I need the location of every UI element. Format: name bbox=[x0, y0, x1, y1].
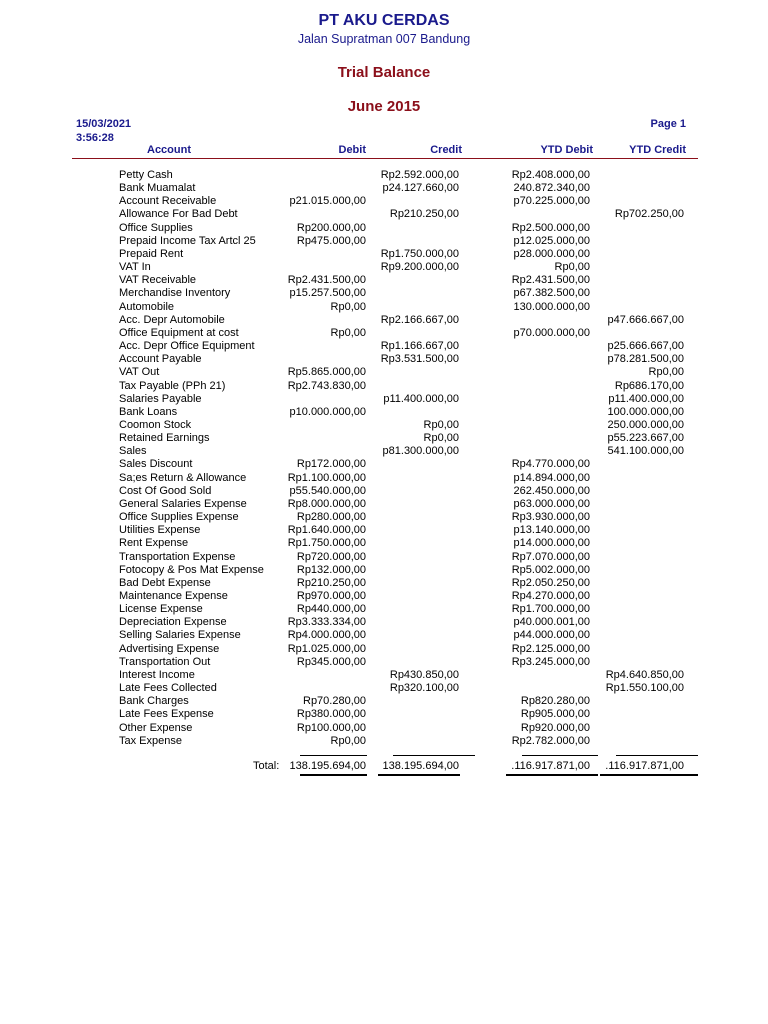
account-cell: Maintenance Expense bbox=[119, 590, 228, 602]
ytd-debit-cell: Rp2.050.250,00 bbox=[511, 576, 590, 589]
credit-cell: Rp2.592.000,00 bbox=[380, 169, 459, 181]
debit-cell: Rp210.250,00 bbox=[296, 576, 366, 589]
table-row bbox=[0, 366, 768, 379]
table-row bbox=[0, 498, 768, 511]
account-cell: VAT Out bbox=[119, 366, 160, 379]
table-row bbox=[0, 287, 768, 300]
debit-cell: Rp380.000,00 bbox=[296, 708, 366, 721]
report-title: Trial Balance bbox=[337, 64, 431, 81]
ytd-debit-cell: p40.000.001,00 bbox=[513, 616, 590, 629]
print-time: 3:56:28 bbox=[76, 132, 114, 144]
ytd-debit-cell: p70.225.000,00 bbox=[513, 195, 590, 208]
ytd-debit-cell: Rp2.408.000,00 bbox=[511, 169, 590, 181]
total-ytd-debit: .116.917.871,00 bbox=[511, 760, 590, 772]
table-row bbox=[0, 353, 768, 366]
credit-cell: Rp210.250,00 bbox=[389, 208, 459, 221]
account-cell: Selling Salaries Expense bbox=[119, 629, 241, 642]
total-rule-debit bbox=[300, 755, 367, 756]
table-row bbox=[0, 274, 768, 287]
table-row bbox=[0, 261, 768, 274]
account-cell: Prepaid Rent bbox=[119, 247, 184, 260]
debit-cell: Rp475.000,00 bbox=[296, 234, 366, 247]
ytd-debit-cell: Rp3.930.000,00 bbox=[511, 511, 590, 524]
ytd-debit-cell: Rp7.070.000,00 bbox=[511, 550, 590, 563]
table-row bbox=[0, 590, 768, 603]
ytd-debit-cell: 262.450.000,00 bbox=[513, 484, 590, 497]
credit-cell: Rp3.531.500,00 bbox=[380, 353, 459, 366]
account-cell: Office Supplies bbox=[119, 221, 193, 234]
ytd-debit-cell: p67.382.500,00 bbox=[513, 287, 590, 300]
debit-cell: Rp970.000,00 bbox=[296, 590, 366, 602]
account-cell: Other Expense bbox=[119, 721, 193, 734]
debit-cell: Rp4.000.000,00 bbox=[287, 629, 366, 642]
table-row bbox=[0, 524, 768, 537]
table-row bbox=[0, 722, 768, 735]
table-row bbox=[0, 682, 768, 695]
credit-cell: Rp0,00 bbox=[423, 418, 459, 431]
table-row bbox=[0, 472, 768, 485]
account-cell: Late Fees Expense bbox=[119, 708, 214, 721]
account-cell: Retained Earnings bbox=[119, 432, 210, 445]
ytd-debit-cell: p13.140.000,00 bbox=[513, 524, 590, 537]
account-cell: Rent Expense bbox=[119, 537, 189, 550]
total-rule-credit bbox=[393, 755, 475, 756]
ytd-debit-cell: 130.000.000,00 bbox=[513, 300, 590, 313]
ytd-credit-cell: p11.400.000,00 bbox=[608, 392, 684, 405]
debit-cell: Rp2.431.500,00 bbox=[287, 274, 366, 287]
table-row bbox=[0, 419, 768, 432]
debit-cell: Rp3.333.334,00 bbox=[287, 616, 366, 629]
account-cell: Acc. Depr Office Equipment bbox=[119, 340, 255, 353]
credit-cell: Rp2.166.667,00 bbox=[380, 313, 459, 326]
credit-cell: p24.127.660,00 bbox=[382, 182, 459, 195]
account-cell: Coomon Stock bbox=[119, 418, 192, 431]
total-ytd-credit: .116.917.871,00 bbox=[605, 760, 684, 772]
double-rule-ytd-credit bbox=[600, 774, 698, 776]
account-cell: VAT In bbox=[119, 261, 151, 274]
credit-cell: p11.400.000,00 bbox=[383, 392, 459, 405]
account-cell: Office Equipment at cost bbox=[119, 326, 239, 339]
total-rule-ytd-debit bbox=[522, 755, 598, 756]
account-cell: Late Fees Collected bbox=[119, 682, 217, 695]
ytd-debit-cell: Rp2.782.000,00 bbox=[511, 734, 590, 747]
debit-cell: p15.257.500,00 bbox=[289, 287, 366, 300]
debit-cell: Rp1.640.000,00 bbox=[287, 524, 366, 537]
company-name: PT AKU CERDAS bbox=[318, 12, 450, 29]
account-cell: General Salaries Expense bbox=[119, 497, 247, 510]
table-row bbox=[0, 208, 768, 221]
account-cell: Automobile bbox=[119, 300, 175, 313]
account-cell: Account Receivable bbox=[119, 195, 217, 208]
debit-cell: Rp720.000,00 bbox=[296, 550, 366, 563]
debit-cell: Rp172.000,00 bbox=[296, 458, 366, 471]
ytd-debit-cell: Rp4.770.000,00 bbox=[511, 458, 590, 471]
table-row bbox=[0, 537, 768, 550]
table-row bbox=[0, 564, 768, 577]
ytd-debit-cell: Rp4.270.000,00 bbox=[511, 590, 590, 602]
ytd-credit-cell: Rp1.550.100,00 bbox=[605, 682, 684, 695]
credit-cell: Rp9.200.000,00 bbox=[380, 261, 459, 274]
account-cell: Acc. Depr Automobile bbox=[119, 313, 225, 326]
account-cell: Fotocopy & Pos Mat Expense bbox=[119, 563, 264, 576]
table-row bbox=[0, 393, 768, 406]
account-cell: Sa;es Return & Allowance bbox=[119, 471, 247, 484]
company-address: Jalan Supratman 007 Bandung bbox=[297, 32, 471, 46]
column-header-ytd-debit: YTD Debit bbox=[540, 144, 593, 156]
ytd-credit-cell: p47.666.667,00 bbox=[607, 313, 684, 326]
ytd-debit-cell: Rp820.280,00 bbox=[520, 695, 590, 708]
column-header-account: Account bbox=[147, 144, 191, 156]
credit-cell: Rp1.166.667,00 bbox=[380, 340, 459, 353]
ytd-credit-cell: Rp702.250,00 bbox=[614, 208, 684, 221]
table-row bbox=[0, 432, 768, 445]
debit-cell: Rp1.025.000,00 bbox=[287, 642, 366, 655]
double-rule-debit bbox=[300, 774, 367, 776]
table-row bbox=[0, 380, 768, 393]
print-date: 15/03/2021 bbox=[76, 118, 132, 130]
table-row bbox=[0, 169, 768, 182]
ytd-debit-cell: Rp2.431.500,00 bbox=[511, 274, 590, 287]
debit-cell: p55.540.000,00 bbox=[289, 484, 366, 497]
ytd-credit-cell: Rp4.640.850,00 bbox=[605, 668, 684, 681]
debit-cell: Rp280.000,00 bbox=[296, 511, 366, 524]
debit-cell: Rp0,00 bbox=[330, 326, 366, 339]
table-row bbox=[0, 643, 768, 656]
total-credit: 138.195.694,00 bbox=[382, 760, 459, 772]
table-row bbox=[0, 406, 768, 419]
ytd-debit-cell: Rp2.500.000,00 bbox=[511, 221, 590, 234]
table-row bbox=[0, 695, 768, 708]
page-number: Page 1 bbox=[650, 118, 686, 130]
ytd-debit-cell: Rp5.002.000,00 bbox=[511, 563, 590, 576]
debit-cell: Rp2.743.830,00 bbox=[287, 379, 366, 392]
credit-cell: Rp430.850,00 bbox=[389, 668, 459, 681]
table-row bbox=[0, 458, 768, 471]
credit-cell: Rp0,00 bbox=[423, 432, 459, 445]
table-row bbox=[0, 656, 768, 669]
debit-cell: Rp200.000,00 bbox=[296, 221, 366, 234]
ytd-credit-cell: Rp686.170,00 bbox=[614, 379, 684, 392]
ytd-credit-cell: 541.100.000,00 bbox=[607, 445, 684, 458]
credit-cell: p81.300.000,00 bbox=[382, 445, 459, 458]
table-row bbox=[0, 629, 768, 642]
ytd-debit-cell: p28.000.000,00 bbox=[513, 247, 590, 260]
credit-cell: Rp320.100,00 bbox=[389, 682, 459, 695]
ytd-credit-cell: 100.000.000,00 bbox=[607, 405, 684, 418]
account-cell: Office Supplies Expense bbox=[119, 511, 239, 524]
ytd-credit-cell: Rp0,00 bbox=[648, 366, 684, 379]
total-debit: 138.195.694,00 bbox=[289, 760, 366, 772]
table-row bbox=[0, 327, 768, 340]
ytd-debit-cell: Rp3.245.000,00 bbox=[511, 655, 590, 668]
ytd-debit-cell: p70.000.000,00 bbox=[513, 326, 590, 339]
debit-cell: Rp440.000,00 bbox=[296, 603, 366, 616]
account-cell: Tax Expense bbox=[119, 734, 182, 747]
ytd-credit-cell: 250.000.000,00 bbox=[607, 418, 684, 431]
table-row bbox=[0, 222, 768, 235]
table-row bbox=[0, 301, 768, 314]
account-cell: VAT Receivable bbox=[119, 274, 197, 287]
column-header-ytd-credit: YTD Credit bbox=[629, 144, 686, 156]
table-row bbox=[0, 340, 768, 353]
double-rule-credit bbox=[378, 774, 460, 776]
debit-cell: Rp345.000,00 bbox=[296, 655, 366, 668]
table-row bbox=[0, 485, 768, 498]
account-cell: Depreciation Expense bbox=[119, 616, 227, 629]
table-row bbox=[0, 577, 768, 590]
table-row bbox=[0, 708, 768, 721]
account-cell: Allowance For Bad Debt bbox=[119, 208, 238, 221]
header-divider bbox=[72, 158, 698, 159]
debit-cell: Rp132.000,00 bbox=[296, 563, 366, 576]
account-cell: Bad Debt Expense bbox=[119, 576, 211, 589]
account-cell: Cost Of Good Sold bbox=[119, 484, 212, 497]
table-row bbox=[0, 314, 768, 327]
ytd-debit-cell: p14.000.000,00 bbox=[513, 537, 590, 550]
table-row bbox=[0, 195, 768, 208]
account-cell: Account Payable bbox=[119, 353, 202, 366]
account-cell: Sales Discount bbox=[119, 458, 193, 471]
account-cell: Prepaid Income Tax Artcl 25 bbox=[119, 234, 256, 247]
ytd-debit-cell: Rp2.125.000,00 bbox=[511, 642, 590, 655]
account-cell: Merchandise Inventory bbox=[119, 287, 231, 300]
account-cell: Advertising Expense bbox=[119, 642, 220, 655]
table-row bbox=[0, 735, 768, 748]
account-cell: Interest Income bbox=[119, 668, 195, 681]
debit-cell: Rp0,00 bbox=[330, 734, 366, 747]
debit-cell: p21.015.000,00 bbox=[289, 195, 366, 208]
table-row bbox=[0, 616, 768, 629]
report-period: June 2015 bbox=[347, 98, 421, 115]
table-row bbox=[0, 248, 768, 261]
table-row bbox=[0, 511, 768, 524]
account-cell: Tax Payable (PPh 21) bbox=[119, 379, 226, 392]
account-cell: Petty Cash bbox=[119, 169, 173, 181]
table-row bbox=[0, 603, 768, 616]
ytd-credit-cell: p25.666.667,00 bbox=[607, 340, 684, 353]
account-cell: Transportation Expense bbox=[119, 550, 236, 563]
debit-cell: Rp1.100.000,00 bbox=[287, 471, 366, 484]
debit-cell: Rp1.750.000,00 bbox=[287, 537, 366, 550]
account-cell: Bank Loans bbox=[119, 405, 178, 418]
total-rule-ytd-credit bbox=[616, 755, 698, 756]
column-header-debit: Debit bbox=[338, 144, 366, 156]
ytd-debit-cell: Rp920.000,00 bbox=[520, 721, 590, 734]
ytd-debit-cell: p44.000.000,00 bbox=[513, 629, 590, 642]
credit-cell: Rp1.750.000,00 bbox=[380, 247, 459, 260]
trial-balance-rows bbox=[0, 169, 768, 748]
account-cell: Salaries Payable bbox=[119, 392, 202, 405]
table-row bbox=[0, 445, 768, 458]
ytd-debit-cell: p63.000.000,00 bbox=[513, 497, 590, 510]
debit-cell: Rp5.865.000,00 bbox=[287, 366, 366, 379]
table-row bbox=[0, 235, 768, 248]
account-cell: Bank Charges bbox=[119, 695, 189, 708]
debit-cell: Rp8.000.000,00 bbox=[287, 497, 366, 510]
account-cell: Transportation Out bbox=[119, 655, 211, 668]
account-cell: Sales bbox=[119, 445, 147, 458]
double-rule-ytd-debit bbox=[506, 774, 598, 776]
ytd-debit-cell: 240.872.340,00 bbox=[513, 182, 590, 195]
table-row bbox=[0, 669, 768, 682]
ytd-debit-cell: p12.025.000,00 bbox=[513, 234, 590, 247]
ytd-debit-cell: Rp905.000,00 bbox=[520, 708, 590, 721]
ytd-debit-cell: p14.894.000,00 bbox=[513, 471, 590, 484]
ytd-debit-cell: Rp0,00 bbox=[554, 261, 590, 274]
account-cell: License Expense bbox=[119, 603, 203, 616]
debit-cell: p10.000.000,00 bbox=[289, 405, 366, 418]
account-cell: Bank Muamalat bbox=[119, 182, 196, 195]
debit-cell: Rp100.000,00 bbox=[296, 721, 366, 734]
table-row bbox=[0, 182, 768, 195]
ytd-credit-cell: p78.281.500,00 bbox=[607, 353, 684, 366]
debit-cell: Rp70.280,00 bbox=[303, 695, 366, 708]
ytd-debit-cell: Rp1.700.000,00 bbox=[511, 603, 590, 616]
account-cell: Utilities Expense bbox=[119, 524, 201, 537]
table-row bbox=[0, 551, 768, 564]
ytd-credit-cell: p55.223.667,00 bbox=[607, 432, 684, 445]
total-label: Total: bbox=[253, 760, 280, 772]
debit-cell: Rp0,00 bbox=[330, 300, 366, 313]
column-header-credit: Credit bbox=[430, 144, 462, 156]
